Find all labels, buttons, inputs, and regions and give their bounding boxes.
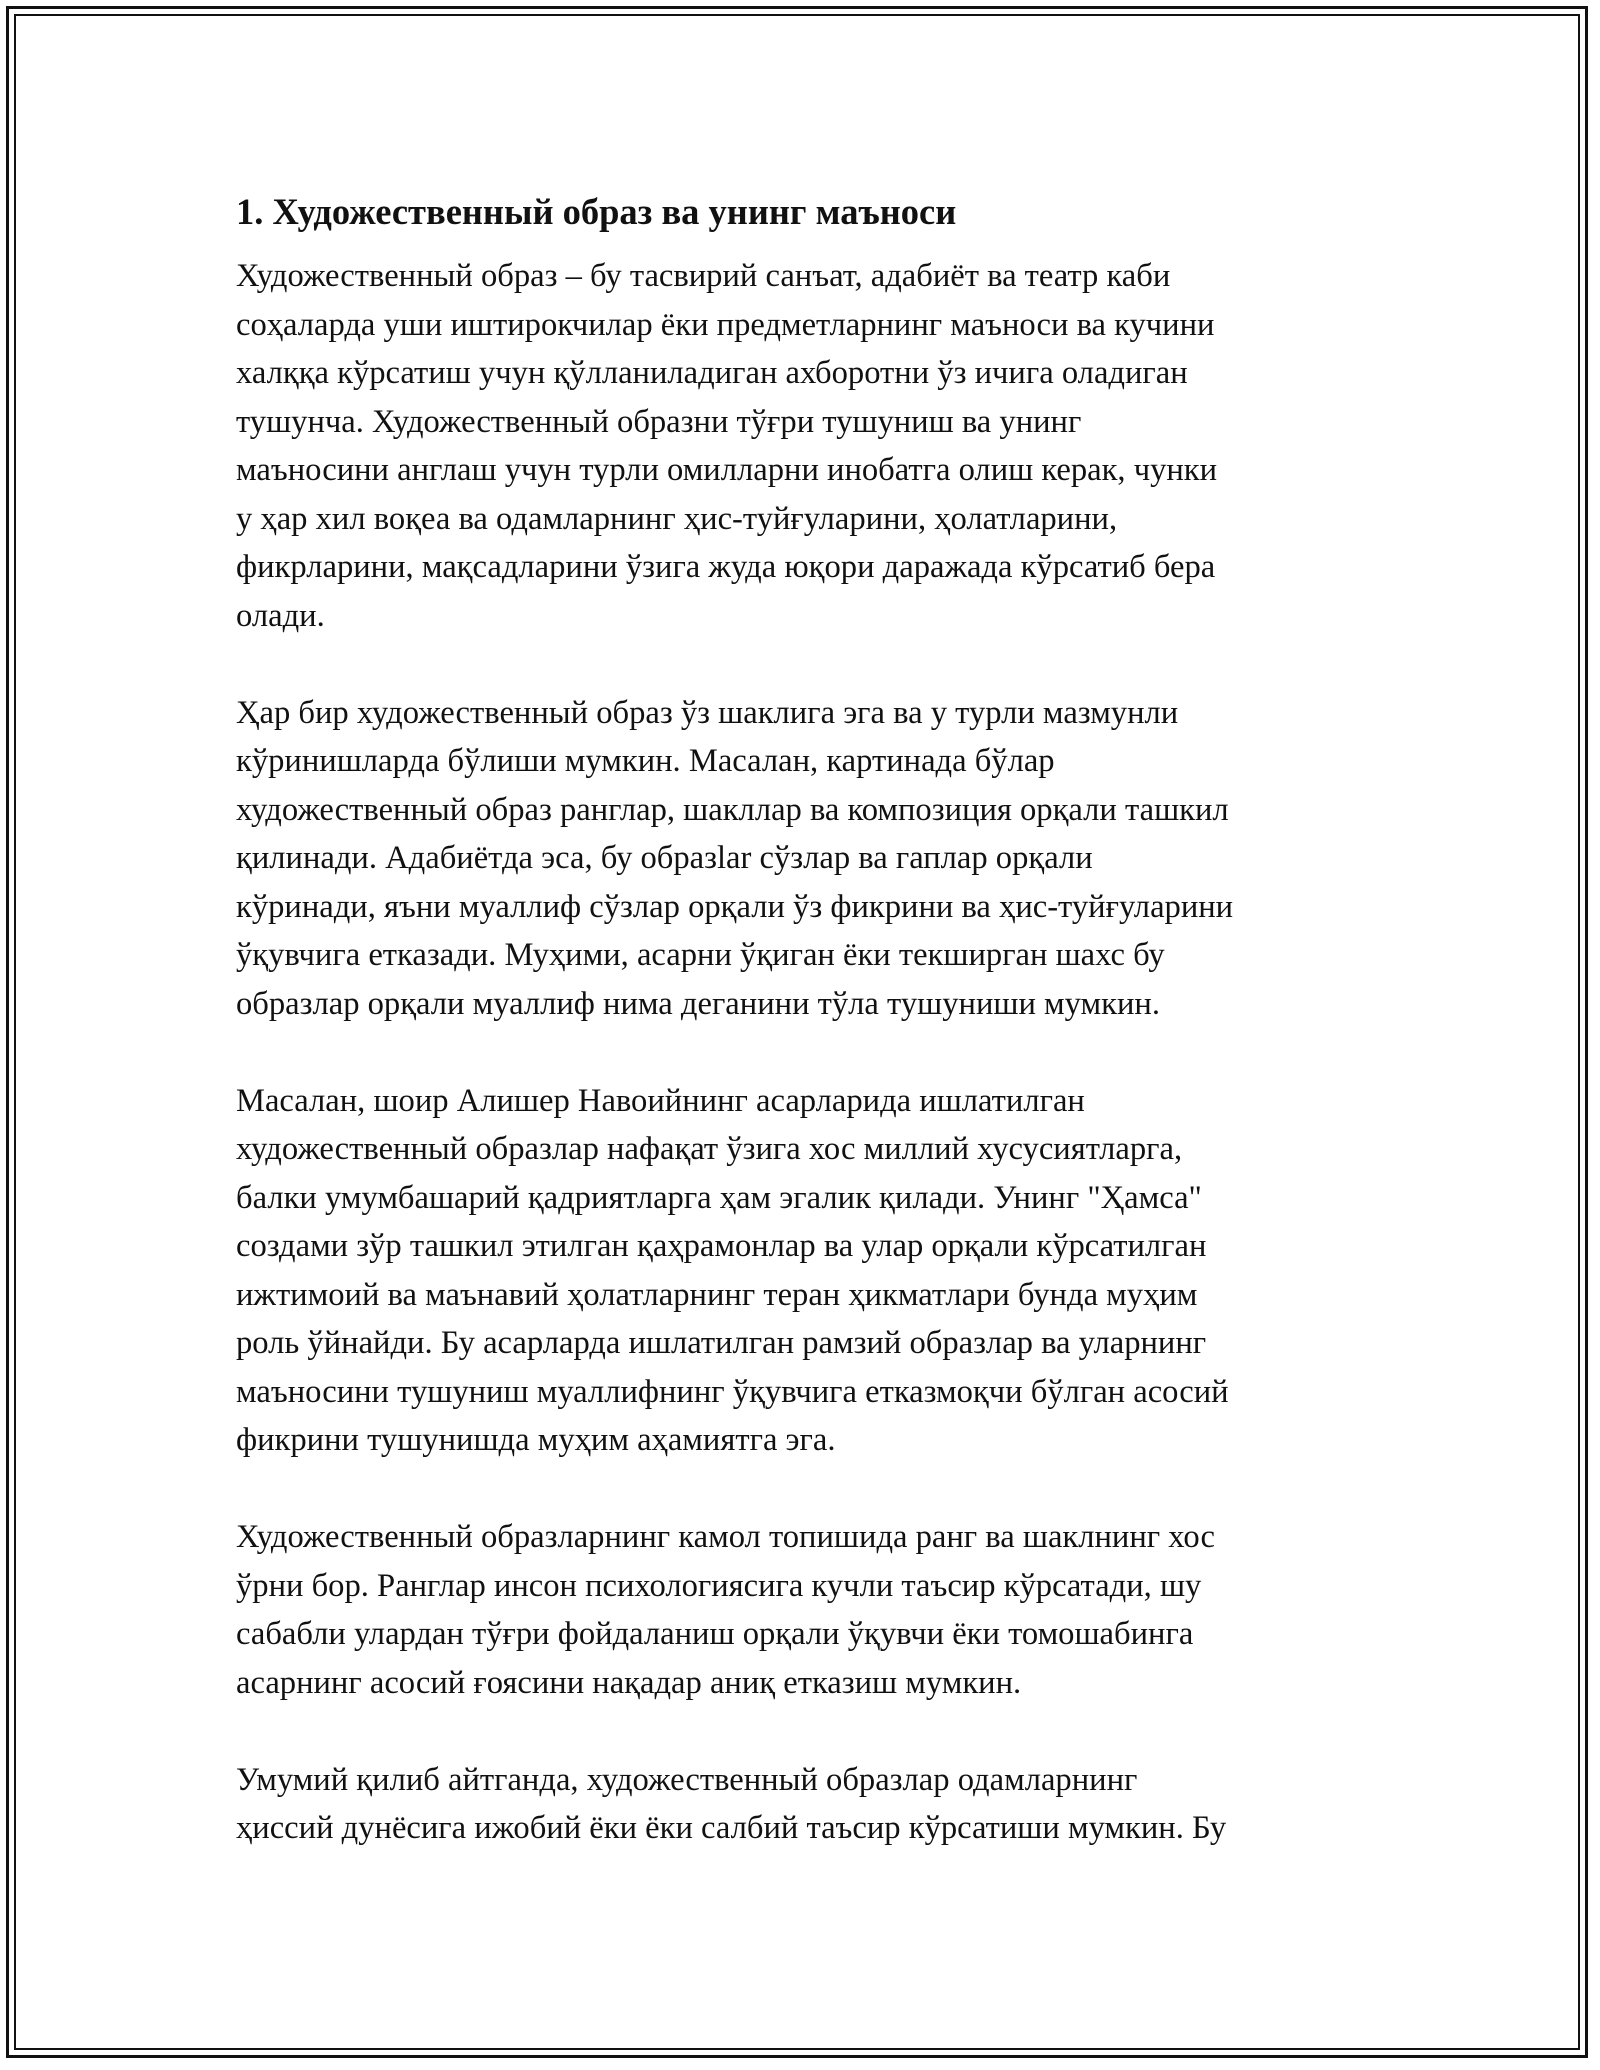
paragraph-5 [236,1756,1376,1853]
paragraph-line: художественный образлар нафақат ўзига хос миллий хусусиятларга, [236,1131,1183,1167]
paragraph-line: қилинади. Адабиётда эса, бу образlar сўзлар ва гаплар орқали [236,840,1093,876]
paragraph-line: халққа кўрсатиш учун қўлланиладиган ахборотни ўз ичига оладиган [236,355,1188,391]
paragraph-line: маъносини тушуниш муаллифнинг ўқувчига етказмоқчи бўлган асосий [236,1373,1229,1410]
paragraph-line: сабабли улардан тўғри фойдаланиш орқали ўқувчи ёки томошабинга [236,1616,1194,1652]
paragraph-line: маъносини англаш учун турли омилларни инобатга олиш керак, чунки [236,452,1218,488]
paragraph-line: ўрни бор. Ранглар инсон психологиясига кучли таъсир кўрсатади, шу [236,1567,1202,1604]
paragraph-line: Художественный образларнинг камол топишида ранг ва шаклнинг хос [236,1519,1215,1555]
paragraph-line: кўринади, яъни муаллиф сўзлар орқали ўз фикрини ва ҳис-туйғуларини [236,888,1234,925]
paragraph-line: тушунча. Художественный образни тўғри тушуниш ва унинг [236,403,1082,440]
paragraph-line: фикрини тушунишда муҳим аҳамиятга эга. [236,1422,836,1458]
paragraph-line: роль ўйнайди. Бу асарларда ишлатилган рамзий образлар ва уларнинг [236,1325,1207,1361]
paragraph-3 [236,1077,1376,1465]
paragraph-line: ижтимоий ва маънавий ҳолатларнинг теран ҳикматлари бунда муҳим [236,1276,1198,1313]
paragraph-line: олади. [236,597,325,634]
paragraph-line: образлар орқали муаллиф нима деганини тўла тушуниши мумкин. [236,985,1160,1022]
document-body [236,186,1376,1901]
paragraph-line: создами зўр ташкил этилган қаҳрамонлар ва улар орқали кўрсатилган [236,1228,1207,1264]
paragraph-line: у ҳар хил воқеа ва одамларнинг ҳис-туйғуларини, ҳолатларини, [236,500,1118,537]
paragraph-line: Ҳар бир художественный образ ўз шаклига эга ва у турли мазмунли [236,694,1179,731]
paragraph-line: ҳиссий дунёсига ижобий ёки ёки салбий таъсир кўрсатиши мумкин. Бу [236,1810,1227,1846]
paragraph-line: фикрларини, мақсадларини ўзига жуда юқори даражада кўрсатиб бера [236,549,1216,585]
paragraph-2 [236,689,1376,1029]
paragraph-line: Художественный образ – бу тасвирий санъат, адабиёт ва театр каби [236,258,1171,294]
paragraph-line: Масалан, шоир Алишер Навоийнинг асарларида ишлатилган [236,1082,1085,1119]
paragraph-line: соҳаларда уши иштирокчилар ёки предметларнинг маъноси ва кучини [236,306,1215,343]
paragraph-line: Умумий қилиб айтганда, художественный образлар одамларнинг [236,1761,1138,1798]
paragraph-line: художественный образ ранглар, шакллар ва композиция орқали ташкил [236,791,1229,828]
paragraph-4 [236,1513,1376,1707]
paragraph-line: ўқувчига етказади. Муҳими, асарни ўқиган ёки текширган шахс бу [236,937,1165,973]
section-heading: 1. Художественный образ ва унинг маъноси [236,191,957,232]
paragraph-line: балки умумбашарий қадриятларга ҳам эгалик қилади. Унинг "Ҳамса" [236,1179,1202,1216]
paragraph-line: асарнинг асосий ғоясини нақадар аниқ етказиш мумкин. [236,1664,1022,1701]
paragraph-line: кўринишларда бўлиши мумкин. Масалан, картинада бўлар [236,743,1055,779]
paragraph-1 [236,252,1376,640]
